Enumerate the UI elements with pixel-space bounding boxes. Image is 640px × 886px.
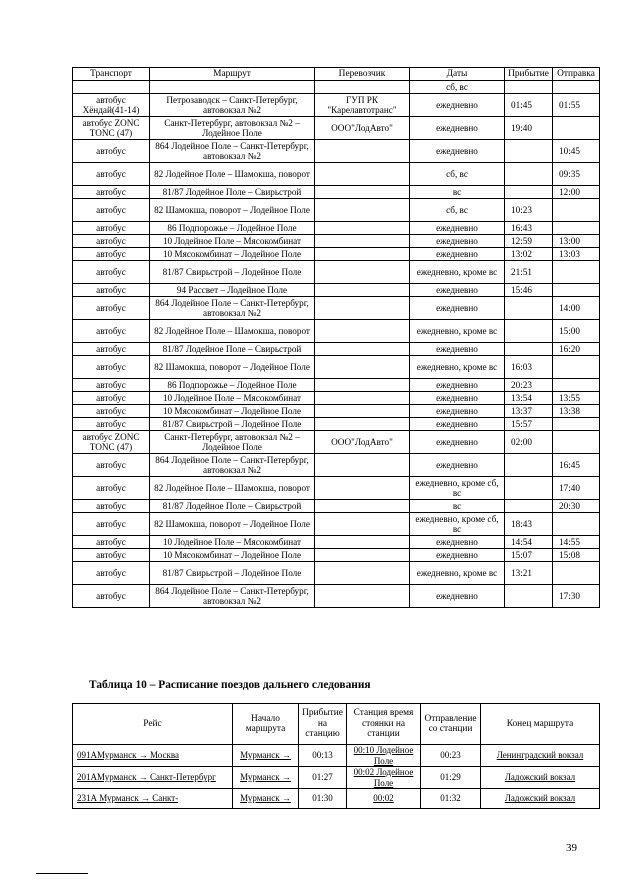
cell-route: 82 Шамокша, поворот – Лодейное Поле <box>150 513 315 536</box>
cell-dates: ежедневно <box>410 117 505 140</box>
cell-departure <box>553 379 600 392</box>
schedule-row <box>73 585 600 608</box>
cell-dates: ежедневно <box>410 379 505 392</box>
cell-departure <box>553 117 600 140</box>
cell-arrival <box>505 585 553 608</box>
cell-route: 82 Шамокша, поворот – Лодейное Поле <box>150 199 315 222</box>
cell-dates: ежедневно <box>410 140 505 163</box>
cell-dates: ежедневно <box>410 222 505 235</box>
cell-carrier <box>315 477 410 500</box>
cell-dates: ежедневно <box>410 235 505 248</box>
cell-transport: автобус <box>73 284 150 297</box>
cell-departure <box>553 222 600 235</box>
schedule-row <box>73 536 600 549</box>
cell-transport: автобус <box>73 222 150 235</box>
cell-departure <box>553 418 600 431</box>
schedule-row <box>73 356 600 379</box>
header-dates: Даты <box>410 68 505 81</box>
train-cell-stop: 00:02 Лодейное Поле <box>347 767 421 789</box>
schedule-row <box>73 418 600 431</box>
train-cell-trip: 091АМурманск → Москва <box>73 745 233 767</box>
cell-dates: ежедневно <box>410 297 505 320</box>
train-row <box>73 745 600 767</box>
cell-route: 81/87 Лодейное Поле – Свирьстрой <box>150 500 315 513</box>
cell-dates: ежедневно, кроме сб, вс <box>410 477 505 500</box>
cell-route: 82 Лодейное Поле – Шамокша, поворот <box>150 320 315 343</box>
train-cell-departure: 01:29 <box>421 767 481 789</box>
schedule-row <box>73 248 600 261</box>
schedule-row <box>73 392 600 405</box>
cell-transport: автобус <box>73 199 150 222</box>
cell-arrival: 01:45 <box>505 94 553 117</box>
schedule-row <box>73 117 600 140</box>
schedule-row <box>73 284 600 297</box>
cell-route: 82 Шамокша, поворот – Лодейное Поле <box>150 356 315 379</box>
header-transport: Транспорт <box>73 68 150 81</box>
train-cell-start: Мурманск → <box>233 789 299 809</box>
header-station-departure: Отправление со станции <box>421 704 481 745</box>
cell-route: 82 Лодейное Поле – Шамокша, поворот <box>150 477 315 500</box>
cell-dates: сб, вс <box>410 199 505 222</box>
header-station-stop: Станция время стоянки на станции <box>347 704 421 745</box>
cell-departure: 10:45 <box>553 140 600 163</box>
cell-carrier <box>315 454 410 477</box>
cell-transport: автобус <box>73 562 150 585</box>
header-route-end: Конец маршрута <box>481 704 600 745</box>
cell-departure <box>553 199 600 222</box>
cell-arrival: 15:57 <box>505 418 553 431</box>
page-number: 39 <box>566 842 577 854</box>
header-carrier: Перевозчик <box>315 68 410 81</box>
cell-carrier <box>315 356 410 379</box>
cell-carrier <box>315 549 410 562</box>
cell-route: 81/87 Свирьстрой – Лодейное Поле <box>150 562 315 585</box>
cell-dates: ежедневно <box>410 248 505 261</box>
cell-arrival <box>505 343 553 356</box>
cell-transport: автобус <box>73 320 150 343</box>
cell-dates: ежедневно, кроме вс <box>410 261 505 284</box>
schedule-row <box>73 235 600 248</box>
schedule-row <box>73 379 600 392</box>
schedule-row <box>73 94 600 117</box>
cell-arrival: 15:07 <box>505 549 553 562</box>
cell-transport: автобус <box>73 477 150 500</box>
cell-carrier: ООО"ЛодАвто" <box>315 431 410 454</box>
cell-arrival: 13:02 <box>505 248 553 261</box>
train-row <box>73 767 600 789</box>
cell-route: 864 Лодейное Поле – Санкт-Петербург, автовокзал №2 <box>150 297 315 320</box>
cell-departure: 15:00 <box>553 320 600 343</box>
cell-carrier <box>315 261 410 284</box>
cell-transport: автобус <box>73 536 150 549</box>
cell-departure: 15:08 <box>553 549 600 562</box>
cell-route: 81/87 Свирьстрой – Лодейное Поле <box>150 418 315 431</box>
cell-dates: ежедневно, кроме вс <box>410 356 505 379</box>
cell-arrival: 16:43 <box>505 222 553 235</box>
schedule-row <box>73 431 600 454</box>
cell-arrival <box>505 140 553 163</box>
cell-departure <box>553 284 600 297</box>
schedule-row <box>73 297 600 320</box>
schedule-body <box>73 81 600 608</box>
cell-carrier <box>315 343 410 356</box>
train-cell-start: Мурманск → <box>233 745 299 767</box>
cell-transport: автобус <box>73 513 150 536</box>
schedule-row <box>73 186 600 199</box>
cell-dates: ежедневно <box>410 549 505 562</box>
cell-departure: 17:40 <box>553 477 600 500</box>
cell-carrier <box>315 235 410 248</box>
cell-transport: автобус <box>73 454 150 477</box>
cell-route: 94 Рассвет – Лодейное Поле <box>150 284 315 297</box>
cell-dates: ежедневно <box>410 392 505 405</box>
cell-transport: автобус <box>73 186 150 199</box>
cell-carrier <box>315 513 410 536</box>
cell-arrival: 21:51 <box>505 261 553 284</box>
cell-carrier <box>315 248 410 261</box>
cell-carrier <box>315 418 410 431</box>
cell-arrival <box>505 477 553 500</box>
cell-arrival <box>505 81 553 94</box>
cell-transport: автобус <box>73 163 150 186</box>
cell-departure: 16:45 <box>553 454 600 477</box>
schedule-row <box>73 343 600 356</box>
header-arrival: Прибытие <box>505 68 553 81</box>
cell-transport: автобус <box>73 418 150 431</box>
schedule-row <box>73 261 600 284</box>
cell-transport: автобус <box>73 235 150 248</box>
cell-dates: сб, вс <box>410 163 505 186</box>
cell-arrival <box>505 186 553 199</box>
train-cell-end: Ладожский вокзал <box>481 767 600 789</box>
cell-transport: автобус <box>73 405 150 418</box>
cell-arrival: 02:00 <box>505 431 553 454</box>
cell-arrival: 10:23 <box>505 199 553 222</box>
footnote-divider <box>36 873 88 874</box>
train-cell-arrival: 01:30 <box>299 789 347 809</box>
cell-route: 86 Подпорожье – Лодейное Поле <box>150 379 315 392</box>
cell-carrier <box>315 536 410 549</box>
cell-route: 10 Лодейное Поле – Мясокомбинат <box>150 392 315 405</box>
schedule-row <box>73 500 600 513</box>
train-cell-trip: 231А Мурманск → Санкт- <box>73 789 233 809</box>
train-cell-start: Мурманск → <box>233 767 299 789</box>
cell-transport: автобус <box>73 356 150 379</box>
schedule-row <box>73 549 600 562</box>
cell-arrival: 13:37 <box>505 405 553 418</box>
schedule-table <box>72 67 600 608</box>
cell-departure <box>553 261 600 284</box>
cell-arrival: 18:43 <box>505 513 553 536</box>
train-row <box>73 789 600 809</box>
cell-carrier: ООО"ЛодАвто" <box>315 117 410 140</box>
cell-departure: 20:30 <box>553 500 600 513</box>
cell-carrier <box>315 405 410 418</box>
schedule-header-row <box>73 68 600 81</box>
cell-carrier <box>315 199 410 222</box>
cell-departure: 13:03 <box>553 248 600 261</box>
cell-transport: автобус <box>73 585 150 608</box>
cell-arrival: 16:03 <box>505 356 553 379</box>
cell-transport: автобус <box>73 392 150 405</box>
cell-dates: вс <box>410 186 505 199</box>
cell-transport: автобус <box>73 549 150 562</box>
train-schedule-table <box>72 703 600 809</box>
cell-carrier <box>315 81 410 94</box>
cell-departure: 14:00 <box>553 297 600 320</box>
cell-dates: сб, вс <box>410 81 505 94</box>
cell-dates: ежедневно, кроме вс <box>410 320 505 343</box>
cell-carrier <box>315 222 410 235</box>
schedule-row <box>73 222 600 235</box>
schedule-row <box>73 562 600 585</box>
cell-departure <box>553 81 600 94</box>
cell-departure: 17:30 <box>553 585 600 608</box>
train-cell-stop: 00:10 Лодейное Поле <box>347 745 421 767</box>
cell-transport: автобус <box>73 140 150 163</box>
cell-arrival <box>505 163 553 186</box>
cell-arrival <box>505 500 553 513</box>
train-cell-trip: 201АМурманск → Санкт-Петербург <box>73 767 233 789</box>
cell-arrival <box>505 297 553 320</box>
cell-transport: автобус <box>73 343 150 356</box>
cell-arrival: 20:23 <box>505 379 553 392</box>
cell-carrier <box>315 562 410 585</box>
cell-arrival: 15:46 <box>505 284 553 297</box>
cell-route: 10 Мясокомбинат – Лодейное Поле <box>150 248 315 261</box>
train-cell-end: Ленинградский вокзал <box>481 745 600 767</box>
header-departure: Отправка <box>553 68 600 81</box>
cell-route: 864 Лодейное Поле – Санкт-Петербург, автовокзал №2 <box>150 454 315 477</box>
cell-departure <box>553 431 600 454</box>
cell-route: 81/87 Лодейное Поле – Свирьстрой <box>150 343 315 356</box>
cell-arrival: 13:54 <box>505 392 553 405</box>
cell-arrival: 14:54 <box>505 536 553 549</box>
train-cell-departure: 01:32 <box>421 789 481 809</box>
cell-dates: ежедневно <box>410 418 505 431</box>
schedule-row <box>73 405 600 418</box>
cell-dates: ежедневно <box>410 405 505 418</box>
cell-carrier <box>315 186 410 199</box>
cell-transport: автобус Хёндай(41-14) <box>73 94 150 117</box>
header-trip: Рейс <box>73 704 233 745</box>
train-cell-arrival: 01:27 <box>299 767 347 789</box>
schedule-row <box>73 163 600 186</box>
cell-departure: 12:00 <box>553 186 600 199</box>
cell-dates: ежедневно <box>410 454 505 477</box>
cell-departure <box>553 513 600 536</box>
cell-route: Петрозаводск – Санкт-Петербург, автовокзал №2 <box>150 94 315 117</box>
cell-route: 81/87 Лодейное Поле – Свирьстрой <box>150 186 315 199</box>
cell-departure: 14:55 <box>553 536 600 549</box>
cell-departure: 13:00 <box>553 235 600 248</box>
cell-route: 82 Лодейное Поле – Шамокша, поворот <box>150 163 315 186</box>
schedule-row <box>73 320 600 343</box>
cell-departure: 16:20 <box>553 343 600 356</box>
cell-dates: ежедневно <box>410 536 505 549</box>
cell-departure: 09:35 <box>553 163 600 186</box>
cell-route: Санкт-Петербург, автовокзал №2 – Лодейное Поле <box>150 431 315 454</box>
cell-arrival <box>505 454 553 477</box>
cell-carrier <box>315 297 410 320</box>
train-schedule-body <box>73 745 600 809</box>
cell-route: 10 Мясокомбинат – Лодейное Поле <box>150 549 315 562</box>
cell-transport: автобус ZONC TONC (47) <box>73 431 150 454</box>
cell-route: 10 Лодейное Поле – Мясокомбинат <box>150 235 315 248</box>
schedule-row <box>73 81 600 94</box>
schedule-row <box>73 199 600 222</box>
cell-carrier <box>315 500 410 513</box>
table-10-caption: Таблица 10 – Расписание поездов дальнего следования <box>89 679 371 691</box>
cell-route: 81/87 Свирьстрой – Лодейное Поле <box>150 261 315 284</box>
cell-route: 10 Мясокомбинат – Лодейное Поле <box>150 405 315 418</box>
cell-arrival: 12:59 <box>505 235 553 248</box>
cell-carrier <box>315 284 410 297</box>
cell-dates: вс <box>410 500 505 513</box>
cell-carrier <box>315 585 410 608</box>
cell-carrier <box>315 140 410 163</box>
cell-transport: автобус <box>73 500 150 513</box>
schedule-row <box>73 454 600 477</box>
cell-dates: ежедневно <box>410 94 505 117</box>
cell-carrier <box>315 320 410 343</box>
schedule-row <box>73 140 600 163</box>
cell-transport <box>73 81 150 94</box>
cell-dates: ежедневно, кроме вс <box>410 562 505 585</box>
cell-departure: 13:55 <box>553 392 600 405</box>
cell-departure <box>553 356 600 379</box>
train-cell-arrival: 00:13 <box>299 745 347 767</box>
cell-carrier <box>315 163 410 186</box>
cell-route: Санкт-Петербург, автовокзал №2 – Лодейное Поле <box>150 117 315 140</box>
cell-transport: автобус <box>73 297 150 320</box>
cell-dates: ежедневно <box>410 431 505 454</box>
cell-carrier <box>315 379 410 392</box>
header-station-arrival: Прибытие на станцию <box>299 704 347 745</box>
header-route-start: Начало маршрута <box>233 704 299 745</box>
cell-dates: ежедневно <box>410 284 505 297</box>
cell-dates: ежедневно <box>410 343 505 356</box>
train-header-row <box>73 704 600 745</box>
cell-arrival: 19:40 <box>505 117 553 140</box>
cell-departure: 13:38 <box>553 405 600 418</box>
cell-transport: автобус <box>73 248 150 261</box>
cell-departure <box>553 562 600 585</box>
cell-carrier: ГУП РК "Карелавтотранс" <box>315 94 410 117</box>
cell-dates: ежедневно <box>410 585 505 608</box>
cell-arrival <box>505 320 553 343</box>
cell-route: 864 Лодейное Поле – Санкт-Петербург, автовокзал №2 <box>150 585 315 608</box>
train-cell-end: Ладожский вокзал <box>481 789 600 809</box>
cell-dates: ежедневно, кроме сб, вс <box>410 513 505 536</box>
cell-transport: автобус <box>73 379 150 392</box>
schedule-row <box>73 477 600 500</box>
cell-transport: автобус <box>73 261 150 284</box>
cell-carrier <box>315 392 410 405</box>
cell-departure: 01:55 <box>553 94 600 117</box>
cell-route: 864 Лодейное Поле – Санкт-Петербург, автовокзал №2 <box>150 140 315 163</box>
cell-route: 10 Лодейное Поле – Мясокомбинат <box>150 536 315 549</box>
cell-transport: автобус ZONC TONC (47) <box>73 117 150 140</box>
train-cell-departure: 00:23 <box>421 745 481 767</box>
cell-arrival: 13:21 <box>505 562 553 585</box>
train-cell-stop: 00:02 <box>347 789 421 809</box>
schedule-row <box>73 513 600 536</box>
header-route: Маршрут <box>150 68 315 81</box>
cell-route <box>150 81 315 94</box>
cell-route: 86 Подпорожье – Лодейное Поле <box>150 222 315 235</box>
